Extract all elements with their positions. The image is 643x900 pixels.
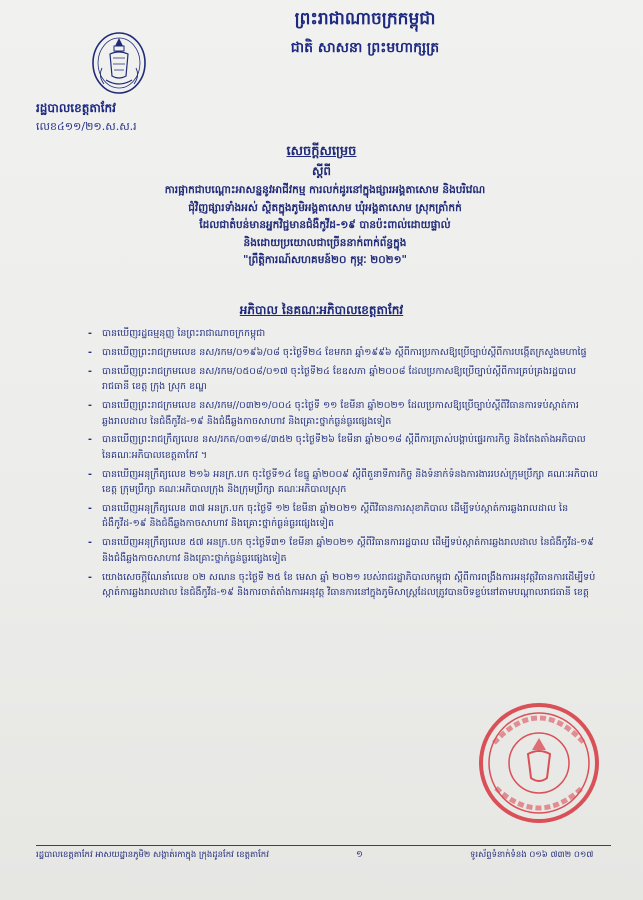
footer-address: រដ្ឋបាលខេត្តតាកែវ អាសយដ្ឋានភូមិ២ សង្កាត់រកាក្នុង ក្រុងដូនកែវ ខេត្តតាកែវ (36, 850, 269, 860)
page-number: ១ (356, 850, 363, 860)
provincial-emblem-icon (84, 28, 154, 98)
consideration-item: - បានឃើញព្រះរាជក្រមលេខ នស/រកម/០៥០៨/០១៧ ចុះថ្ងៃទី២៤ ខែឧសភា ឆ្នាំ២០០៨ ដែលប្រកាសឱ្យប្រើច្បាប់ស្តីពីការគ្រប់គ្រងរដ្ឋបាលរាជធានី ខេត្ត ក្រុង ស្រុក ខណ្ឌ (88, 364, 598, 395)
kingdom-heading: ព្រះរាជាណាចក្រកម្ពុជា (294, 9, 436, 29)
official-seal-stamp-icon (474, 698, 604, 828)
national-motto: ជាតិ សាសនា ព្រះមហាក្សត្រ (290, 40, 440, 56)
footer-phone: ទូរស័ព្ទទំនាក់ទំនង ០១៦ ៧៣២ ០១៧ (470, 850, 594, 860)
subject-line: "ព្រឹត្តិការណ៍សហគមន៍២០ កុម្ភៈ ២០២១" (242, 254, 408, 266)
consideration-item: - បានឃើញអនុក្រឹត្យលេខ ៥៧ អនក្រ.បក ចុះថ្ងៃទី៣១ ខែមីនា ឆ្នាំ២០២១ ស្តីពីវិធានការរដ្ឋបាល ដើម្បីទប់ស្កាត់ការឆ្លងរាលដាល នៃជំងឺកូវីដ-១៩ និងជំងឺឆ្លងកាចសាហាវ និងគ្រោះថ្នាក់ធ្ងន់ធ្ងរផ្សេងទៀត (88, 535, 598, 566)
consideration-item: - យោងសេចក្តីណែនាំលេខ ០២ សណន ចុះថ្ងៃទី ២៥ ខែ មេសា ឆ្នាំ ២០២១ របស់រាជរដ្ឋាភិបាលកម្ពុជា ស្តីពីការពង្រឹងការអនុវត្តវិធានការដើម្បីទប់ស្កាត់ការឆ្លងរាលដាល នៃជំងឺកូវីដ-១៩ និងការចាត់តាំងការអនុវត្ត វិធានការនៅក្នុងភូមិសាស្ត្រដែលត្រូវបានបិទខ្ទប់នៅតាមបណ្តាលរាជធានី ខេត្ត (88, 570, 598, 601)
document-type-title: សេចក្តីសម្រេច (286, 144, 357, 159)
subject-line: ជុំវិញផ្សារទាំងអស់ ស្ថិតក្នុងភូមិអង្គតាសោម ឃុំអង្គតាសោម ស្រុកត្រាំកក់ (188, 201, 462, 214)
consideration-item: - បានឃើញព្រះរាជក្រមលេខ នស/រកម//០៣២១/០០៤ ចុះថ្ងៃទី ១១ ខែមីនា ឆ្នាំ២០២១ ដែលប្រកាសឱ្យប្រើច្បាប់ស្តីពីវិធានការទប់ស្កាត់ការឆ្លងរាលដាល នៃជំងឺកូវីដ-១៩ និងជំងឺឆ្លងកាចសាហាវ និងគ្រោះថ្នាក់ធ្ងន់ធ្ងរផ្សេងទៀត (88, 398, 598, 429)
decision-subject (75, 182, 575, 270)
subject-line: ការផ្អាកជាបណ្តោះអាសន្ននូវអាជីវកម្ម ការលក់ដូរនៅក្នុងផ្សារអង្គតាសោម និងបរិវេណ (164, 184, 486, 196)
consideration-item: - បានឃើញរដ្ឋធម្មនុញ្ញ នៃព្រះរាជាណាចក្រកម្ពុជា (88, 326, 598, 341)
document-about-label: ស្តីពី (311, 164, 332, 178)
considerations-list (88, 326, 598, 604)
footer-divider (36, 845, 611, 846)
consideration-item: - បានឃើញព្រះរាជក្រមលេខ នស/រកម/០១៩៦/០៨ ចុះថ្ងៃទី២៤ ខែមករា ឆ្នាំ១៩៩៦ ស្តីពីការប្រកាសឱ្យប្រើច្បាប់ស្តីពីការបង្កើតក្រសួងមហាផ្ទៃ (88, 345, 598, 360)
issuing-authority-name: រដ្ឋបាលខេត្តតាកែវ (36, 101, 116, 115)
subject-line: និងដោយប្រយោលជាច្រើននាក់ពាក់ព័ន្ធក្នុង (243, 236, 407, 249)
consideration-item: - បានឃើញព្រះរាជក្រឹត្យលេខ នស/រកត/០៣១៨/៣៥២ ចុះថ្ងៃទី២៦ ខែមីនា ឆ្នាំ២០១៨ ស្តីពីការត្រាស់បង្គាប់ផ្ទេរការកិច្ច និងតែងតាំងអភិបាល នៃគណៈអភិបាលខេត្តតាកែវ ។ (88, 432, 598, 463)
reference-number: លេខ៤១១/២១.ស.ស.រ (36, 120, 137, 133)
governor-heading: អភិបាល នៃគណៈអភិបាលខេត្តតាកែវ (239, 303, 404, 317)
subject-line: ដែលជាតំបន់មានអ្នកវិជ្ជមានជំងឺកូវីដ-១៩ បានប៉ះពាល់ដោយផ្ទាល់ (199, 219, 451, 231)
consideration-item: - បានឃើញអនុក្រឹត្យលេខ ២១៦ អនក្រ.បក ចុះថ្ងៃទី១៤ ខែធ្នូ ឆ្នាំ២០០៩ ស្តីពីតួនាទីភារកិច្ច និងទំនាក់ទំនងការងាររបស់ក្រុមប្រឹក្សា គណៈអភិបាលខេត្ត ក្រុមប្រឹក្សា គណៈអភិបាលក្រុង និងក្រុមប្រឹក្សា គណៈអភិបាលស្រុក (88, 467, 598, 498)
consideration-item: - បានឃើញអនុក្រឹត្យលេខ ៣៧ អនក្រ.បក ចុះថ្ងៃទី ១២ ខែមីនា ឆ្នាំ២០២១ ស្តីពីវិធានការសុខាភិបាល ដើម្បីទប់ស្កាត់ការឆ្លងរាលដាល នៃជំងឺកូវីដ-១៩ និងជំងឺឆ្លងកាចសាហាវ និងគ្រោះថ្នាក់ធ្ងន់ធ្ងរផ្សេងទៀត (88, 501, 598, 532)
